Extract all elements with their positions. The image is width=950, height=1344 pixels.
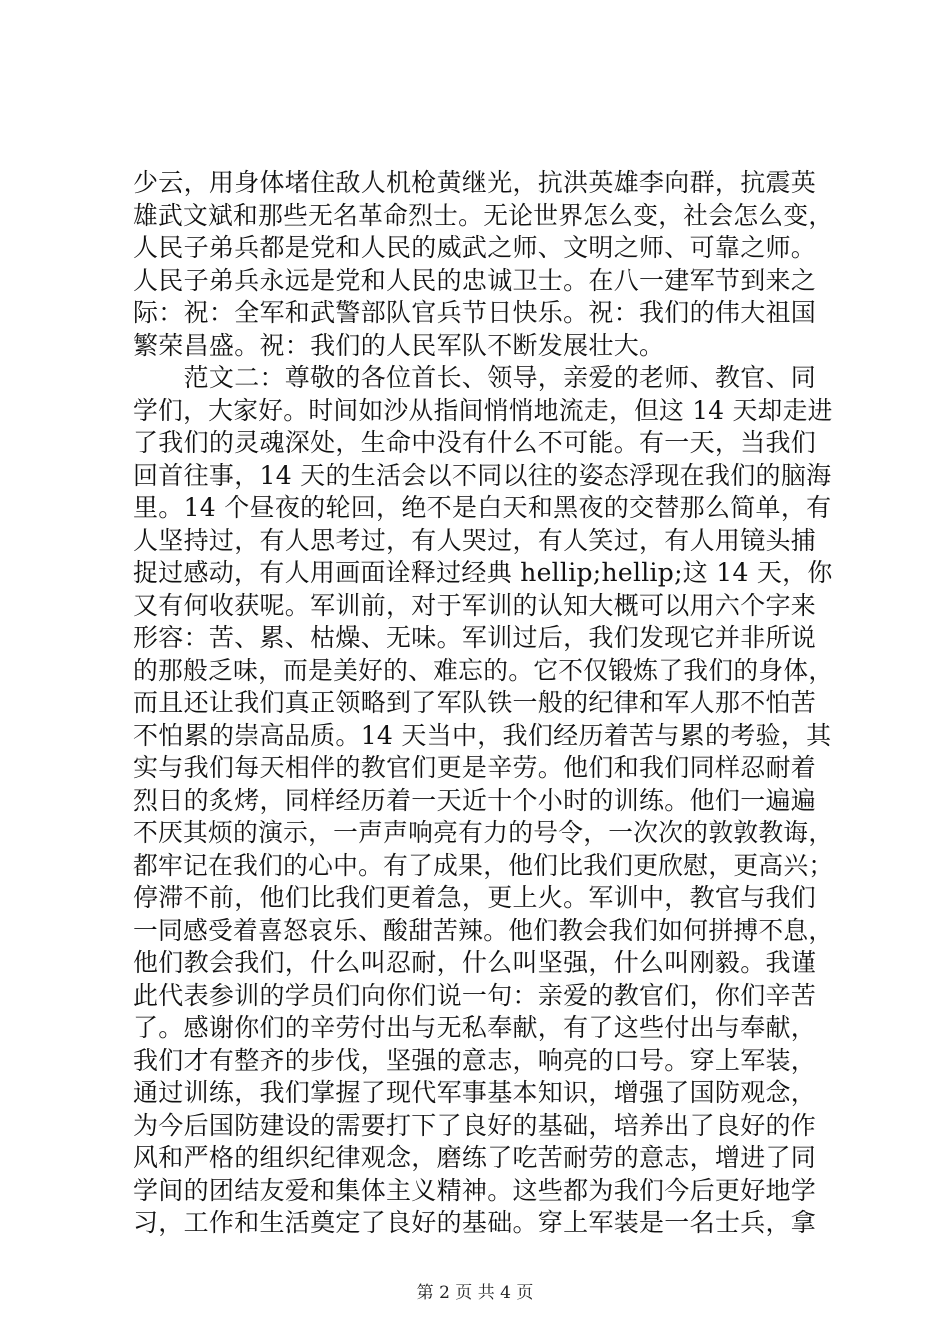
text-line: 人坚持过，有人思考过，有人哭过，有人笑过，有人用镜头捕 — [133, 525, 817, 555]
text-line: 雄武文斌和那些无名革命烈士。无论世界怎么变，社会怎么变， — [133, 200, 834, 230]
text-line: 形容：苦、累、枯燥、无味。军训过后，我们发现它并非所说 — [133, 623, 817, 652]
text-line: 他们教会我们，什么叫忍耐，什么叫坚强，什么叫刚毅。我谨 — [133, 948, 817, 977]
text-line: 际：祝：全军和武警部队官兵节日快乐。祝：我们的伟大祖国 — [133, 298, 817, 327]
text-line: 而且还让我们真正领略到了军队铁一般的纪律和军人那不怕苦 — [133, 688, 817, 717]
page-footer: 第 2 页 共 4 页 — [416, 1283, 534, 1303]
text-line: 人民子弟兵永远是党和人民的忠诚卫士。在八一建军节到来之 — [133, 265, 817, 295]
text-line: 了。感谢你们的辛劳付出与无私奉献，有了这些付出与奉献， — [133, 1013, 817, 1042]
text-line: 我们才有整齐的步伐，坚强的意志，响亮的口号。穿上军装， — [133, 1045, 817, 1075]
text-line: 繁荣昌盛。祝：我们的人民军队不断发展壮大。 — [133, 330, 665, 360]
text-line: 学们，大家好。时间如沙从指间悄悄地流走，但这 14 天却走进 — [133, 395, 833, 425]
text-line: 实与我们每天相伴的教官们更是辛劳。他们和我们同样忍耐着 — [133, 753, 817, 782]
text-line: 烈日的炙烤，同样经历着一天近十个小时的训练。他们一遍遍 — [133, 785, 817, 815]
text-line: 为今后国防建设的需要打下了良好的基础，培养出了良好的作 — [133, 1110, 817, 1140]
text-line: 此代表参训的学员们向你们说一句：亲爱的教官们，你们辛苦 — [133, 980, 817, 1010]
text-line: 通过训练，我们掌握了现代军事基本知识，增强了国防观念， — [133, 1078, 817, 1107]
text-line: 少云，用身体堵住敌人机枪黄继光，抗洪英雄李向群，抗震英 — [133, 168, 817, 197]
text-line: 一同感受着喜怒哀乐、酸甜苦辣。他们教会我们如何拼搏不息， — [133, 915, 834, 945]
body-text — [133, 167, 833, 1240]
text-line: 停滞不前，他们比我们更着急，更上火。军训中，教官与我们 — [133, 883, 817, 912]
text-line: 了我们的灵魂深处，生命中没有什么不可能。有一天，当我们 — [133, 428, 817, 457]
text-line: 捉过感动，有人用画面诠释过经典 hellip;hellip;这 14 天，你 — [133, 558, 833, 587]
text-line: 范文二：尊敬的各位首长、领导，亲爱的老师、教官、同 — [133, 363, 817, 392]
text-line: 里。14 个昼夜的轮回，绝不是白天和黑夜的交替那么简单，有 — [133, 493, 832, 522]
text-line: 的那般乏味，而是美好的、难忘的。它不仅锻炼了我们的身体， — [133, 655, 834, 685]
text-line: 不怕累的崇高品质。14 天当中，我们经历着苦与累的考验，其 — [133, 720, 832, 750]
text-line: 不厌其烦的演示，一声声响亮有力的号令，一次次的敦敦教诲， — [133, 818, 834, 847]
text-line: 又有何收获呢。军训前，对于军训的认知大概可以用六个字来 — [133, 590, 817, 620]
text-line: 回首往事，14 天的生活会以不同以往的姿态浮现在我们的脑海 — [133, 460, 832, 490]
text-line: 学间的团结友爱和集体主义精神。这些都为我们今后更好地学 — [133, 1175, 817, 1205]
text-line: 都牢记在我们的心中。有了成果，他们比我们更欣慰，更高兴； — [133, 850, 834, 880]
text-line: 风和严格的组织纪律观念，磨练了吃苦耐劳的意志，增进了同 — [133, 1143, 817, 1172]
text-line: 人民子弟兵都是党和人民的威武之师、文明之师、可靠之师。 — [133, 233, 817, 262]
text-line: 习，工作和生活奠定了良好的基础。穿上军装是一名士兵，拿 — [133, 1208, 817, 1237]
